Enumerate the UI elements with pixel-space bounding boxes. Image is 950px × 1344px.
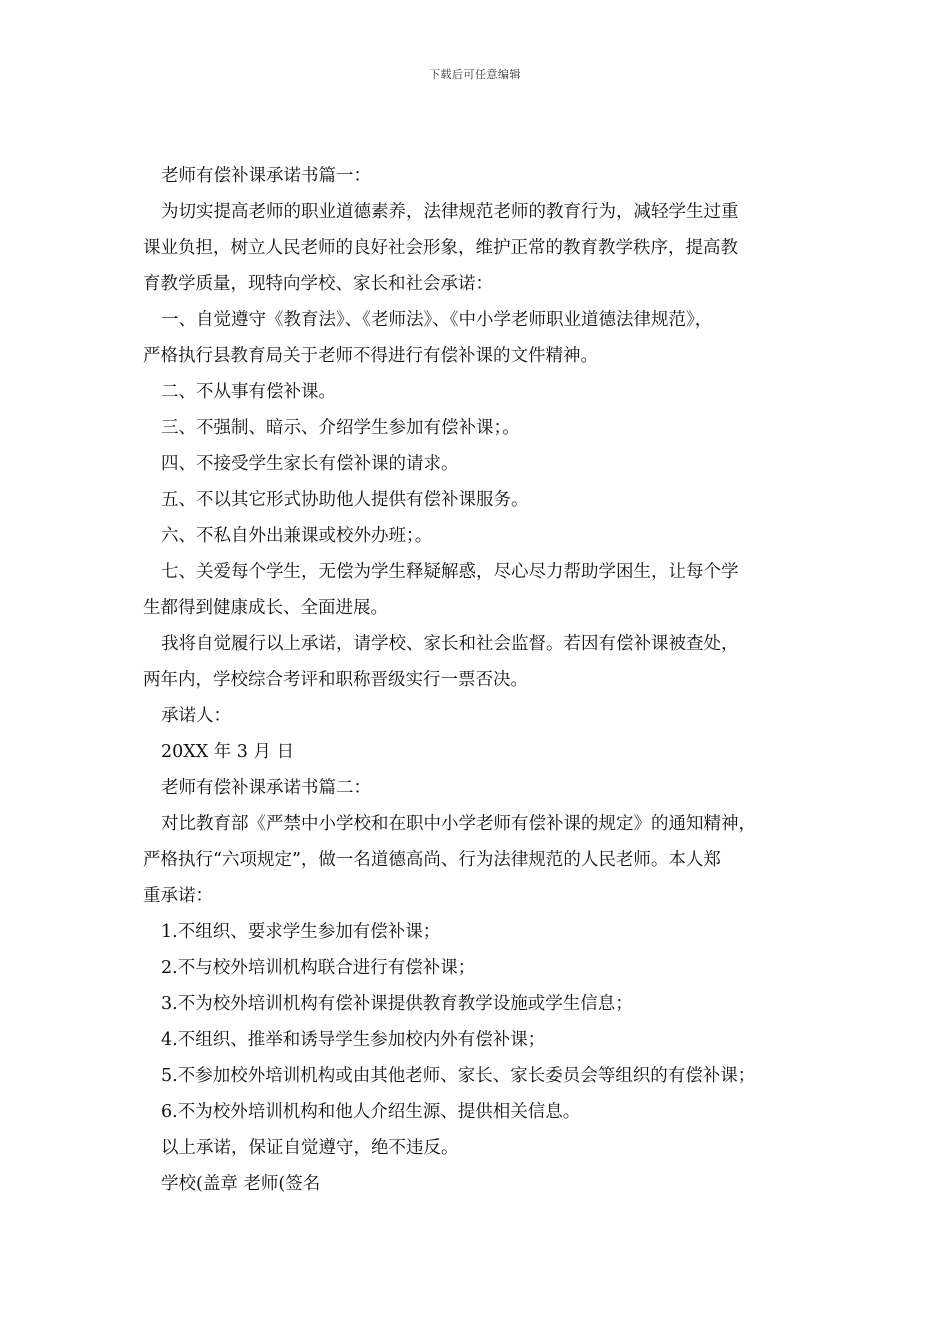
paragraph bbox=[143, 1094, 819, 1130]
paragraph bbox=[143, 446, 819, 482]
paragraph bbox=[143, 410, 819, 446]
paragraph bbox=[143, 482, 819, 518]
text-line: 以上承诺，保证自觉遵守，绝不违反。 bbox=[161, 1138, 459, 1158]
paragraph bbox=[143, 302, 819, 374]
paragraph bbox=[143, 1022, 819, 1058]
text-line: 4.不组织、推举和诱导学生参加校内外有偿补课； bbox=[161, 1030, 546, 1050]
text-line: 重承诺： bbox=[143, 886, 213, 906]
text-line: 二、不从事有偿补课。 bbox=[161, 382, 336, 402]
paragraph bbox=[143, 194, 819, 302]
paragraph bbox=[143, 554, 819, 626]
paragraph bbox=[143, 1130, 819, 1166]
document-body bbox=[143, 158, 819, 1202]
paragraph bbox=[143, 914, 819, 950]
text-line: 2.不与校外培训机构联合进行有偿补课； bbox=[161, 958, 476, 978]
text-line: 生都得到健康成长、全面进展。 bbox=[143, 598, 388, 618]
paragraph bbox=[143, 806, 819, 914]
paragraph bbox=[143, 770, 819, 806]
text-line: 育教学质量，现特向学校、家长和社会承诺： bbox=[143, 274, 493, 294]
text-line: 6.不为校外培训机构和他人介绍生源、提供相关信息。 bbox=[161, 1102, 581, 1122]
paragraph bbox=[143, 986, 819, 1022]
text-line: 对比教育部《严禁中小学校和在职中小学老师有偿补课的规定》的通知精神， bbox=[161, 814, 756, 834]
page-header-note: 下载后可任意编辑 bbox=[429, 68, 521, 81]
text-line: 七、关爱每个学生，无偿为学生释疑解惑，尽心尽力帮助学困生，让每个学 bbox=[161, 562, 739, 582]
text-line: 老师有偿补课承诺书篇二： bbox=[161, 778, 371, 798]
text-line: 三、不强制、暗示、介绍学生参加有偿补课；。 bbox=[161, 418, 520, 438]
text-line: 20XX 年 3 月 日 bbox=[161, 742, 295, 762]
text-line: 严格执行“六项规定”，做一名道德高尚、行为法律规范的人民老师。本人郑 bbox=[143, 850, 721, 870]
text-line: 老师有偿补课承诺书篇一： bbox=[161, 166, 371, 186]
text-line: 1.不组织、要求学生参加有偿补课； bbox=[161, 922, 441, 942]
text-line: 3.不为校外培训机构有偿补课提供教育教学设施或学生信息； bbox=[161, 994, 633, 1014]
paragraph bbox=[143, 626, 819, 698]
paragraph bbox=[143, 734, 819, 770]
text-line: 严格执行县教育局关于老师不得进行有偿补课的文件精神。 bbox=[143, 346, 598, 366]
paragraph bbox=[143, 374, 819, 410]
text-line: 课业负担，树立人民老师的良好社会形象，维护正常的教育教学秩序，提高教 bbox=[143, 238, 738, 258]
paragraph bbox=[143, 518, 819, 554]
text-line: 五、不以其它形式协助他人提供有偿补课服务。 bbox=[161, 490, 529, 510]
paragraph bbox=[143, 1058, 819, 1094]
text-line: 四、不接受学生家长有偿补课的请求。 bbox=[161, 454, 459, 474]
text-line: 学校(盖章 老师(签名 bbox=[161, 1174, 321, 1194]
text-line: 5.不参加校外培训机构或由其他老师、家长、家长委员会等组织的有偿补课； bbox=[161, 1066, 756, 1086]
paragraph bbox=[143, 950, 819, 986]
paragraph bbox=[143, 1166, 819, 1202]
paragraph bbox=[143, 698, 819, 734]
paragraph bbox=[143, 158, 819, 194]
text-line: 两年内，学校综合考评和职称晋级实行一票否决。 bbox=[143, 670, 528, 690]
text-line: 为切实提高老师的职业道德素养，法律规范老师的教育行为，减轻学生过重 bbox=[161, 202, 739, 222]
text-line: 承诺人： bbox=[161, 706, 231, 726]
text-line: 我将自觉履行以上承诺，请学校、家长和社会监督。若因有偿补课被查处， bbox=[161, 634, 739, 654]
text-line: 一、自觉遵守《教育法》、《老师法》、《中小学老师职业道德法律规范》， bbox=[161, 310, 713, 330]
text-line: 六、不私自外出兼课或校外办班；。 bbox=[161, 526, 433, 546]
